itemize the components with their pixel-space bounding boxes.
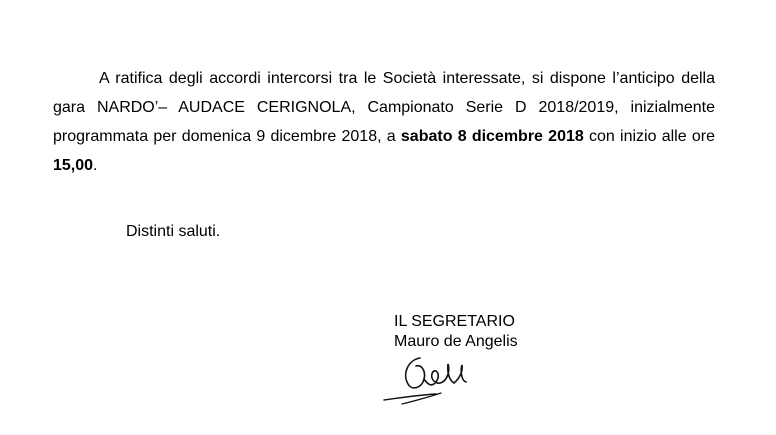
closing-salutation: Distinti saluti. — [126, 223, 221, 240]
body-text-part3: . — [93, 157, 98, 174]
handwritten-signature — [378, 352, 518, 412]
signatory-name: Mauro de Angelis — [394, 333, 518, 350]
letter-body-paragraph — [53, 64, 715, 180]
body-text-part1: A ratifica degli accordi intercorsi tra le Società interessate, si dispone l’anticipo della gara NARDO’– AUDACE CERIGNOLA, Campionato Serie D 2018/2019, inizialmente programmata per domenica 9 dicembre 2018, a — [53, 70, 715, 145]
body-bold-time: 15,00 — [53, 157, 94, 174]
signatory-role: IL SEGRETARIO — [394, 313, 515, 330]
body-bold-date: sabato 8 dicembre 2018 — [400, 128, 584, 145]
body-text-part2: con inizio alle ore — [583, 128, 715, 145]
signature-block — [394, 312, 518, 352]
